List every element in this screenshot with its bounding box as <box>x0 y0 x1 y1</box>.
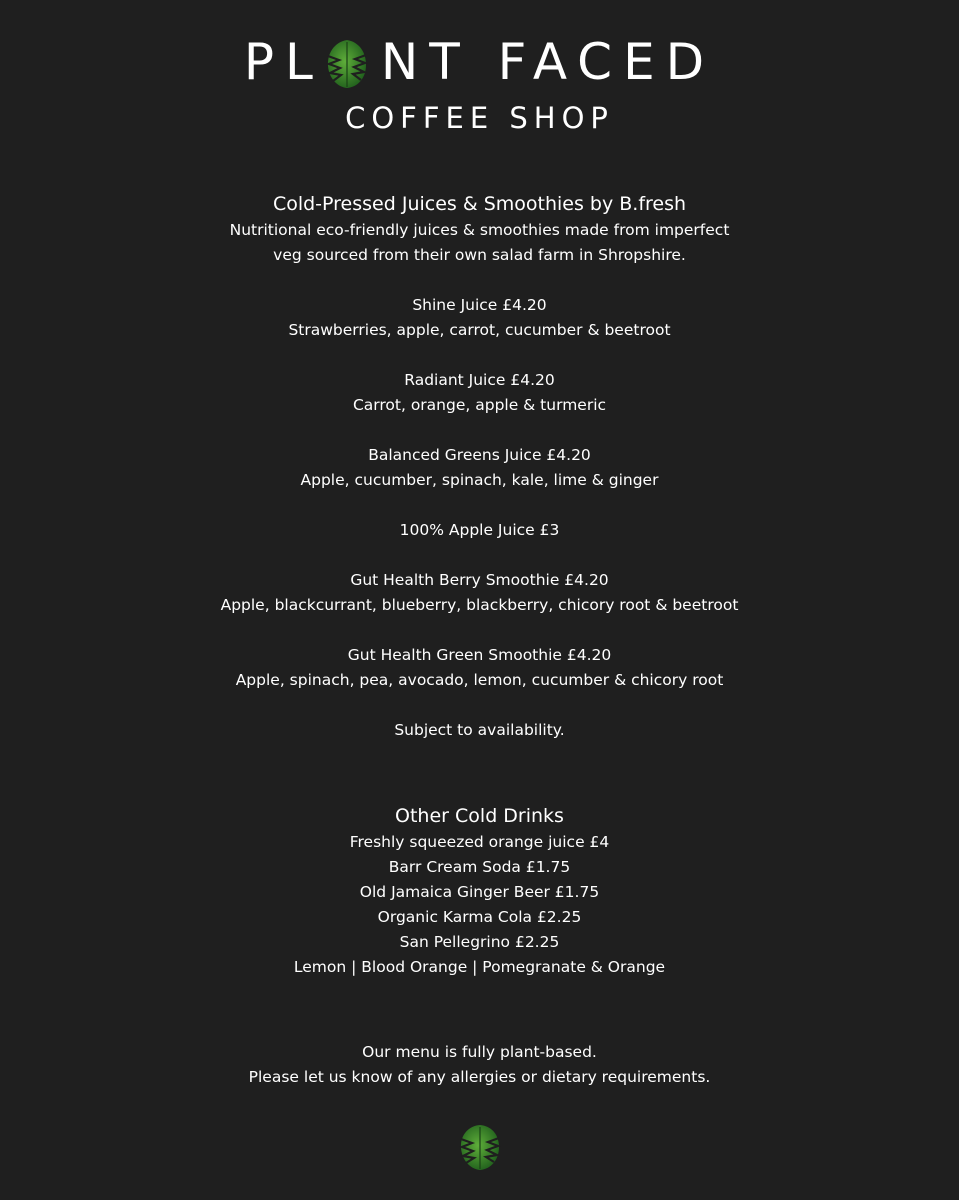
drink-item: Barr Cream Soda £1.75 <box>388 858 571 876</box>
menu-item-desc: Strawberries, apple, carrot, cucumber & beetroot <box>288 321 671 339</box>
drink-item: Lemon | Blood Orange | Pomegranate & Orange <box>293 958 666 976</box>
menu-item-desc: Apple, cucumber, spinach, kale, lime & ginger <box>300 471 659 489</box>
footer-line2: Please let us know of any allergies or dietary requirements. <box>248 1068 711 1086</box>
menu-item-name: Balanced Greens Juice £4.20 <box>368 446 591 464</box>
footer-line1: Our menu is fully plant-based. <box>362 1043 597 1061</box>
brand-header <box>0 34 959 136</box>
menu-item-name: 100% Apple Juice £3 <box>399 521 560 539</box>
monstera-leaf-icon <box>457 1123 503 1171</box>
drink-item: San Pellegrino £2.25 <box>399 933 560 951</box>
menu-item-desc: Carrot, orange, apple & turmeric <box>352 396 607 414</box>
menu-item-name: Shine Juice £4.20 <box>412 296 547 314</box>
menu-item-name: Gut Health Green Smoothie £4.20 <box>347 646 612 664</box>
brand-logo-text <box>244 34 715 90</box>
brand-subtitle: COFFEE SHOP <box>345 101 614 135</box>
juices-section <box>0 190 959 743</box>
drink-item: Organic Karma Cola £2.25 <box>377 908 582 926</box>
brand-text-part1: PL <box>243 33 324 91</box>
drink-item: Freshly squeezed orange juice £4 <box>349 833 610 851</box>
brand-text-part2: NT FACED <box>380 33 716 91</box>
availability-note: Subject to availability. <box>394 721 565 739</box>
juices-intro-line1: Nutritional eco-friendly juices & smoothies made from imperfect <box>229 221 730 239</box>
menu-item-name: Gut Health Berry Smoothie £4.20 <box>350 571 609 589</box>
drink-item: Old Jamaica Ginger Beer £1.75 <box>359 883 600 901</box>
juices-intro-line2: veg sourced from their own salad farm in Shropshire. <box>273 246 686 264</box>
menu-item-desc: Apple, spinach, pea, avocado, lemon, cucumber & chicory root <box>235 671 724 689</box>
footer-note <box>0 1040 959 1090</box>
monstera-leaf-icon <box>324 38 370 90</box>
section-title-cold-drinks: Other Cold Drinks <box>395 805 564 827</box>
menu-item-desc: Apple, blackcurrant, blueberry, blackberry, chicory root & beetroot <box>220 596 739 614</box>
section-title-juices: Cold-Pressed Juices & Smoothies by B.fresh <box>272 193 687 215</box>
cold-drinks-section <box>0 802 959 980</box>
menu-item-name: Radiant Juice £4.20 <box>404 371 555 389</box>
